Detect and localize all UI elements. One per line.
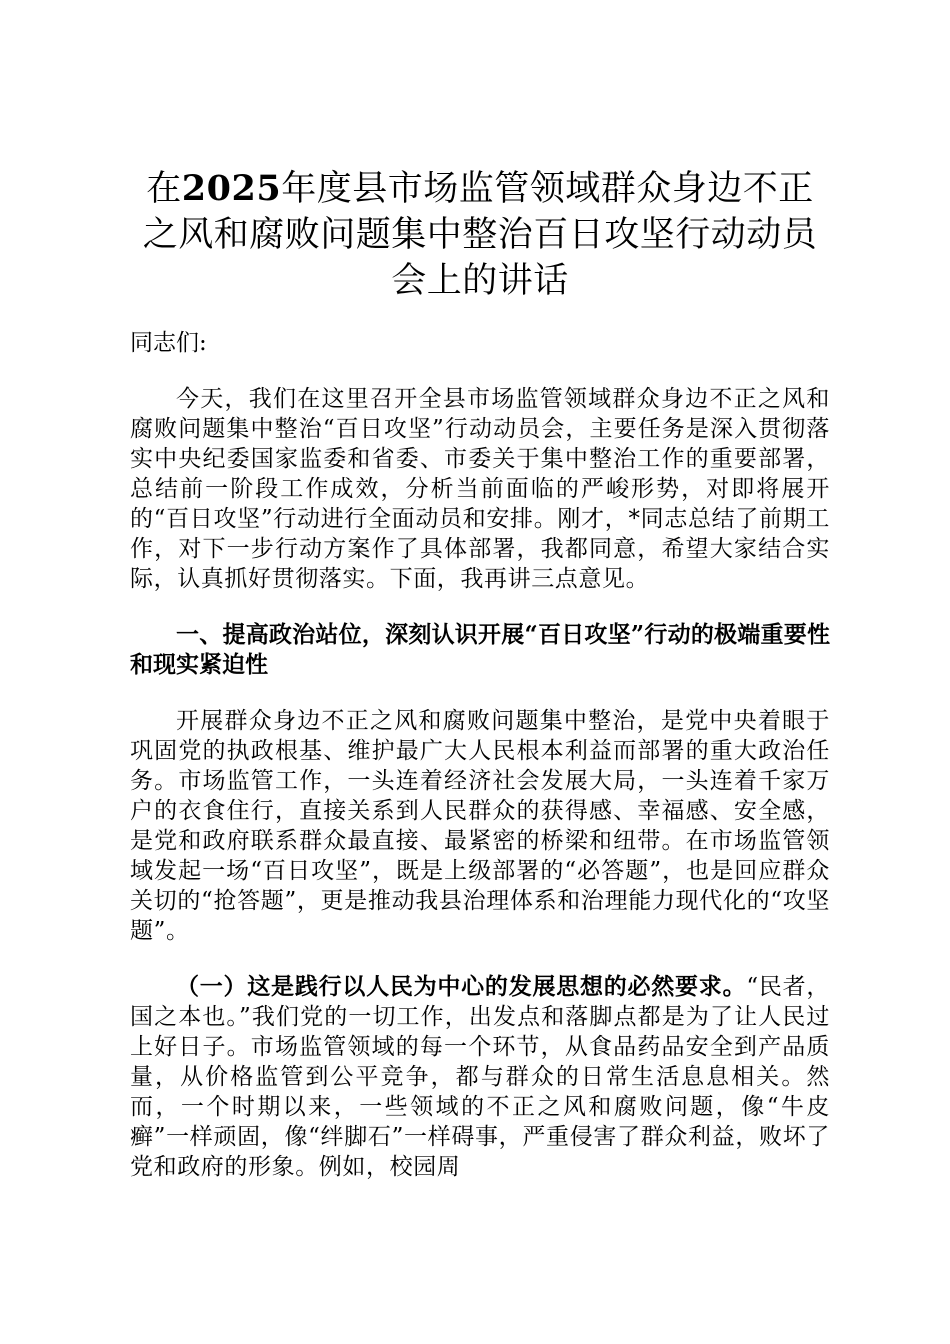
salutation: 同志们:: [130, 330, 207, 356]
intro-paragraph: 今天，我们在这里召开全县市场监管领域群众身边不正之风和腐败问题集中整治“百日攻坚”行动动员会，主要任务是深入贯彻落实中央纪委国家监委和省委、市委关于集中整治工作的重要部署，总结前一阶段工作成效，分析当前面临的严峻形势，对即将展开的“百日攻坚”行动进行全面动员和安排。刚才，*同志总结了前期工作，对下一步行动方案作了具体部署，我都同意，希望大家结合实际，认真抓好贯彻落实。下面，我再讲三点意见。: [130, 386, 830, 592]
section-heading-1: 一、提高政治站位，深刻认识开展“百日攻坚”行动的极端重要性和现实紧迫性: [130, 621, 830, 678]
document-title: [130, 166, 830, 304]
title-year: 2025: [181, 168, 282, 209]
title-rest: 年度县市场监管领域群众身边不正之风和腐败问题集中整治百日攻坚行动动员会上的讲话: [142, 169, 818, 301]
subsection-1-body: “民者，国之本也。”我们党的一切工作，出发点和落脚点都是为了让人民过上好日子。市场监管领域的每一个环节，从食品药品安全到产品质量，从价格监管到公平竞争，都与群众的日常生活息息相关。然而，一个时期以来，一些领域的不正之风和腐败问题，像“牛皮癣”一样顽固，像“绊脚石”一样碍事，严重侵害了群众利益，败坏了党和政府的形象。例如，校园周: [130, 974, 830, 1180]
section-1-paragraph: 开展群众身边不正之风和腐败问题集中整治，是党中央着眼于巩固党的执政根基、维护最广大人民根本利益而部署的重大政治任务。市场监管工作，一头连着经济社会发展大局，一头连着千家万户的衣食住行，直接关系到人民群众的获得感、幸福感、安全感，是党和政府联系群众最直接、最紧密的桥梁和纽带。在市场监管领域发起一场“百日攻坚”，既是上级部署的“必答题”，也是回应群众关切的“抢答题”，更是推动我县治理体系和治理能力现代化的“攻坚题”。: [130, 708, 830, 944]
subsection-1-paragraph: [130, 972, 830, 1182]
subsection-1-heading: （一）这是践行以人民为中心的发展思想的必然要求。: [176, 973, 747, 1000]
document-body: [130, 166, 830, 1182]
title-prefix: 在: [146, 169, 182, 209]
